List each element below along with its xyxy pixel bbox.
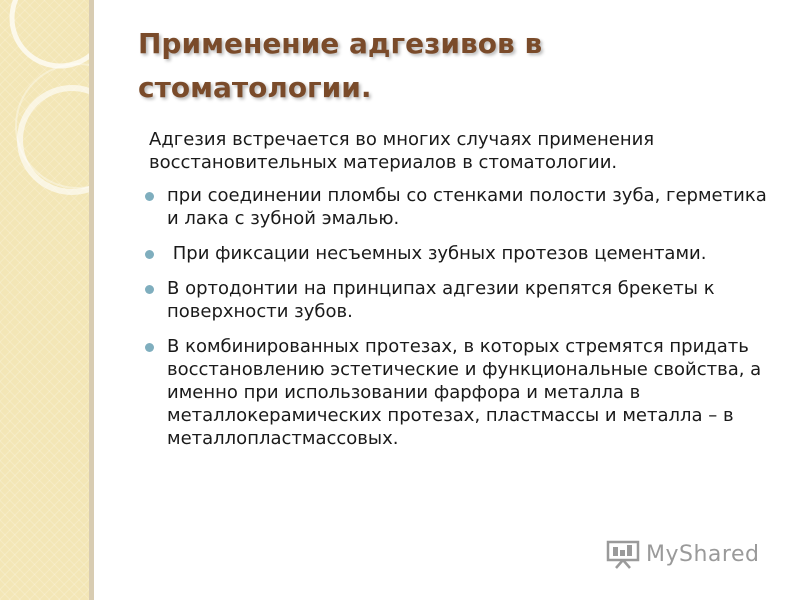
- bullet-text: В комбинированных протезах, в которых стремятся придать восстановлению эстетические и функциональные свойства, а именно при использовании фарфора и металла в металлокерамических протезах, пластмассы и металла – в металлопластмассовых.: [167, 336, 762, 449]
- list-item: [145, 184, 775, 230]
- list-item: [145, 335, 775, 450]
- slide-body: [145, 128, 775, 462]
- bullet-dot-icon: [145, 192, 154, 201]
- bullet-dot-icon: [145, 343, 154, 352]
- bullet-text: В ортодонтии на принципах адгезии крепятся брекеты к поверхности зубов.: [167, 278, 715, 322]
- bullet-text: при соединении пломбы со стенками полости зуба, герметика и лака с зубной эмалью.: [167, 185, 767, 229]
- bullet-dot-icon: [145, 250, 154, 259]
- list-item: [145, 277, 775, 323]
- decorative-rings: [0, 0, 89, 600]
- bullet-dot-icon: [145, 285, 154, 294]
- presentation-board-icon: [606, 539, 640, 569]
- bullet-list: [145, 184, 775, 450]
- list-item: [145, 242, 775, 265]
- watermark-logo: [606, 537, 759, 571]
- watermark-text: MyShared: [646, 541, 760, 567]
- intro-paragraph: Адгезия встречается во многих случаях применения восстановительных материалов в стоматологии.: [149, 129, 655, 173]
- decorative-side-panel: [0, 0, 89, 600]
- slide-title: Применение адгезивов в стоматологии.: [138, 27, 543, 104]
- bullet-text: При фиксации несъемных зубных протезов цементами.: [167, 243, 707, 264]
- side-divider: [89, 0, 94, 600]
